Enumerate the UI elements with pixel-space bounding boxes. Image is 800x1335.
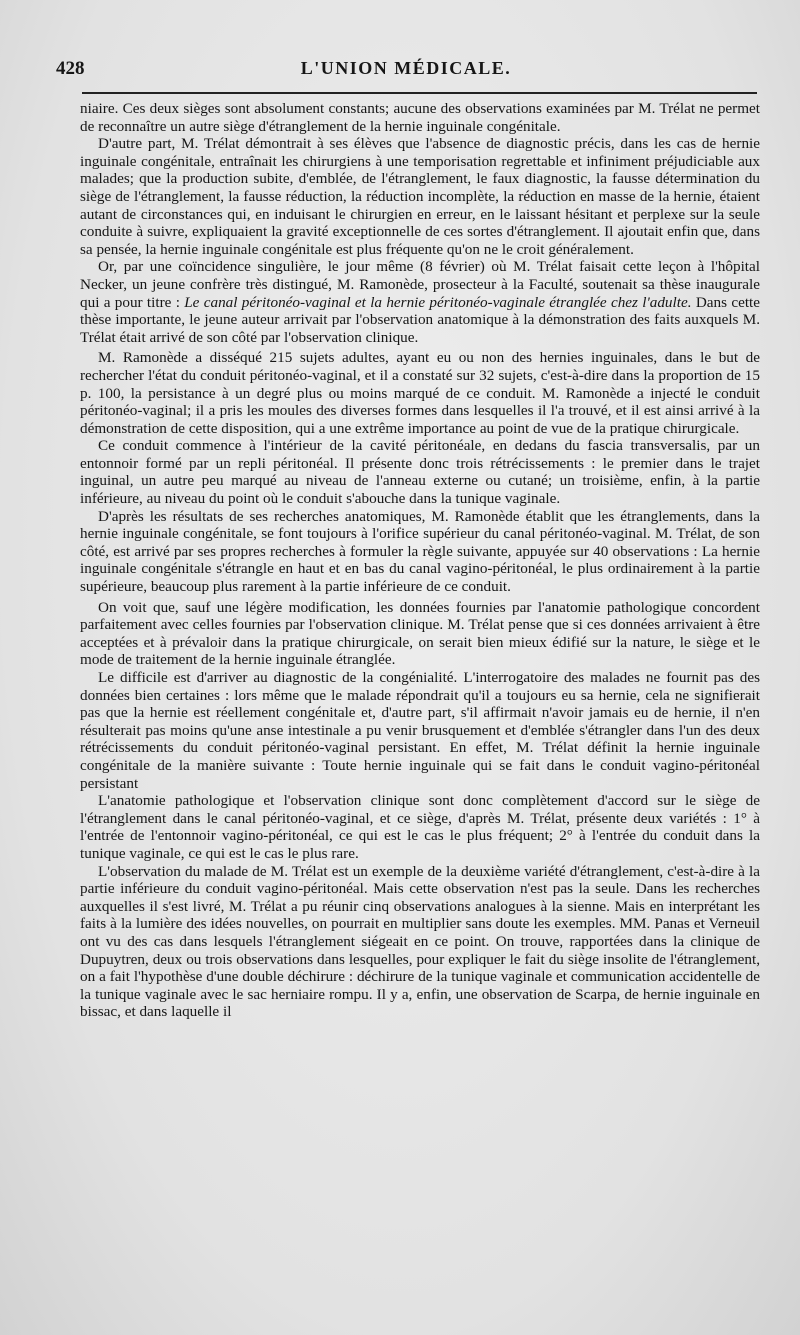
running-title: L'UNION MÉDICALE.	[300, 58, 512, 78]
paragraph: M. Ramonède a disséqué 215 sujets adultes, ayant eu ou non des hernies inguinales, dans le but de rechercher l'état du conduit péritonéo-vaginal, et il a constaté sur 32 sujets, c'est-à-dire dans la proportion de 15 p. 100, la persistance à un degré plus ou moins marqué de ce conduit. M. Ramonède a injecté le conduit péritonéo-vaginal; il a pris les moules des diverses formes dans lesquelles il l'a trouvé, et il est ainsi arrivé à la démonstration de cette disposition, qui a une extrême importance au point de vue de la pratique chirurgicale.	[80, 349, 760, 437]
paragraph: L'anatomie pathologique et l'observation clinique sont donc complètement d'accord sur le siège de l'étranglement dans le canal péritonéo-vaginal, et ce siège, d'après M. Trélat, présente deux variétés : 1° à l'entrée de l'entonnoir vagino-péritonéal, ce qui est le cas le plus fréquent; 2° à l'entrée du conduit dans la tunique vaginale, ce qui est le cas le plus rare.	[80, 792, 760, 862]
paragraph: On voit que, sauf une légère modification, les données fournies par l'anatomie pathologique concordent parfaitement avec celles fournies par l'observation clinique. M. Trélat pense que si ces données arrivaient à être acceptées et à prévaloir dans la pratique chirurgicale, on serait bien mieux édifié sur la nature, le siège et le mode de traitement de la hernie inguinale étranglée.	[80, 598, 760, 669]
thesis-title: Le canal péritonéo-vaginal et la hernie péritonéo-vaginale étranglée chez l'adulte.	[184, 293, 692, 311]
paragraph: D'autre part, M. Trélat démontrait à ses élèves que l'absence de diagnostic précis, dans les cas de hernie inguinale congénitale, entraînait les chirurgiens à une temporisation regrettable et infiniment préjudiciable aux malades; que la production subite, d'emblée, de l'étranglement, le faux diagnostic, la fausse détermination du siège de l'étranglement, la fausse réduction, la réduction incomplète, la réduction en masse de la hernie, étaient autant de circonstances qui, en induisant le chirurgien en erreur, en le laissant hésitant et perplexe sur la seule conduite à suivre, expliquaient la gravité exceptionnelle de ces sortes d'étranglement. Il ajoutait enfin que, dans sa pensée, la hernie inguinale congénitale est plus fréquente qu'on ne le croit généralement.	[80, 135, 760, 258]
paragraph-text: Or, par une coïncidence singulière, le jour même (8 février) où M. Trélat faisait cette leçon à l'hôpital Necker, un jeune confrère très distingué, M. Ramonède, prosecteur à la Faculté, soutenait sa thèse inaugurale qui a pour titre :	[80, 258, 760, 311]
paragraph	[80, 258, 760, 346]
paragraph: niaire. Ces deux sièges sont absolument constants; aucune des observations examinées par M. Trélat ne permet de reconnaître un autre siège d'étranglement de la hernie inguinale congénitale.	[80, 100, 760, 135]
paragraph-text: Dans cette thèse importante, le jeune auteur arrivait par l'observation anatomique à la démonstration des faits auxquels M. Trélat était arrivé de son côté par l'observation clinique.	[80, 293, 760, 346]
page-header	[56, 58, 756, 88]
article-body	[80, 100, 760, 1021]
page-number: 428	[56, 58, 85, 79]
paragraph: L'observation du malade de M. Trélat est un exemple de la deuxième variété d'étranglement, c'est-à-dire à la partie inférieure du conduit vagino-péritonéal. Mais cette observation n'est pas la seule. Dans les recherches auxquelles il s'est livré, M. Trélat a pu réunir cinq observations analogues à la sienne. Mais en interprétant les faits à la lumière des idées nouvelles, on pourrait en multiplier sans doute les exemples. MM. Panas et Verneuil ont vu des cas dans lesquels l'étranglement siégeait en ce point. On trouve, rapportées dans la clinique de Dupuytren, deux ou trois observations dans lesquelles, pour expliquer le fait du siège insolite de l'étranglement, on a fait l'hypothèse d'une double déchirure : déchirure de la tunique vaginale et communication accidentelle de la tunique vaginale avec le sac herniaire rompu. Il y a, enfin, une observation de Scarpa, de hernie inguinale en bissac, et dans laquelle il	[80, 862, 760, 1021]
header-rule	[82, 92, 757, 94]
paragraph: Le difficile est d'arriver au diagnostic de la congénialité. L'interrogatoire des malades ne fournit pas des données bien certaines : lors même que le malade répondrait qu'il a toujours eu sa hernie, cela ne signifierait pas que la hernie est réellement congénitale et, d'autre part, s'il affirmait n'avoir jamais eu de hernie, il n'en résulterait pas moins qu'une anse intestinale a pu venir brusquement et d'emblée s'étrangler dans l'un des deux rétrécissements du conduit péritonéo-vaginal persistant. En effet, M. Trélat définit la hernie inguinale congénitale de la manière suivante : Toute hernie inguinale qui se fait dans le conduit vagino-péritonéal persistant	[80, 669, 760, 792]
paragraph: D'après les résultats de ses recherches anatomiques, M. Ramonède établit que les étranglements, dans la hernie inguinale congénitale, se font toujours à l'orifice supérieur du canal péritonéo-vaginal. M. Trélat, de son côté, est arrivé par ses propres recherches à formuler la règle suivante, appuyée sur 40 observations : La hernie inguinale congénitale s'étrangle en haut et en bas du canal vagino-péritonéal, le plus ordinairement à la partie supérieure, beaucoup plus rarement à la partie inférieure de ce conduit.	[80, 507, 760, 596]
paragraph: Ce conduit commence à l'intérieur de la cavité péritonéale, en dedans du fascia transversalis, par un entonnoir formé par un repli péritonéal. Il présente donc trois rétrécissements : le premier dans le trajet inguinal, un autre peu marqué au niveau de l'anneau externe ou cutané; un troisième, enfin, à la partie inférieure, au niveau du point où le conduit s'abouche dans la tunique vaginale.	[80, 437, 760, 508]
